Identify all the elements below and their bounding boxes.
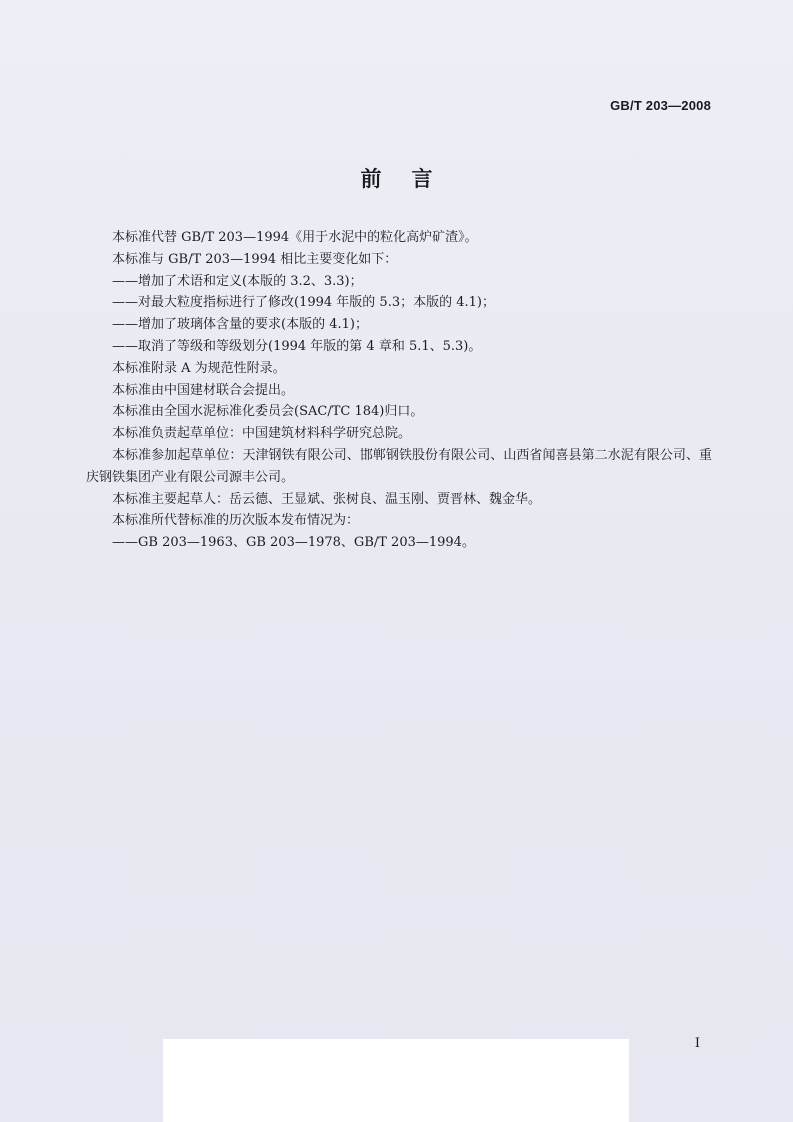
paragraph-participating-units: 本标准参加起草单位：天津钢铁有限公司、邯郸钢铁股份有限公司、山西省闻喜县第二水泥有限公司、重庆钢铁集团产业有限公司源丰公司。 [86,447,712,485]
foreword-body [86,227,712,554]
change-item: ——对最大粒度指标进行了修改(1994 年版的 5.3；本版的 4.1)； [112,295,495,311]
paragraph-jurisdiction: 本标准由全国水泥标准化委员会(SAC/TC 184)归口。 [112,404,424,420]
paragraph-changes-intro: 本标准与 GB/T 203—1994 相比主要变化如下： [112,251,398,267]
paragraph-drafters: 本标准主要起草人：岳云德、王显斌、张树良、温玉刚、贾晋林、魏金华。 [112,491,542,507]
standard-code: GB/T 203—2008 [610,98,711,113]
paragraph-drafting-unit: 本标准负责起草单位：中国建筑材料科学研究总院。 [112,426,412,442]
page-number: I [694,1036,700,1051]
paragraph-proposer: 本标准由中国建材联合会提出。 [112,382,295,398]
paragraph-replaces: 本标准代替 GB/T 203—1994《用于水泥中的粒化高炉矿渣》。 [112,230,478,245]
change-item: ——增加了玻璃体含量的要求(本版的 4.1)； [112,317,368,333]
paragraph-history-intro: 本标准所代替标准的历次版本发布情况为： [112,513,360,529]
change-item: ——取消了等级和等级划分(1994 年版的第 4 章和 5.1、5.3)。 [112,338,482,354]
paragraph-appendix: 本标准附录 A 为规范性附录。 [112,360,286,376]
change-item: ——增加了术语和定义(本版的 3.2、3.3)； [112,273,363,289]
page-title: 前言 [360,167,463,191]
history-item: ——GB 203—1963、GB 203—1978、GB/T 203—1994。 [112,535,475,551]
blank-area [163,1039,629,1122]
